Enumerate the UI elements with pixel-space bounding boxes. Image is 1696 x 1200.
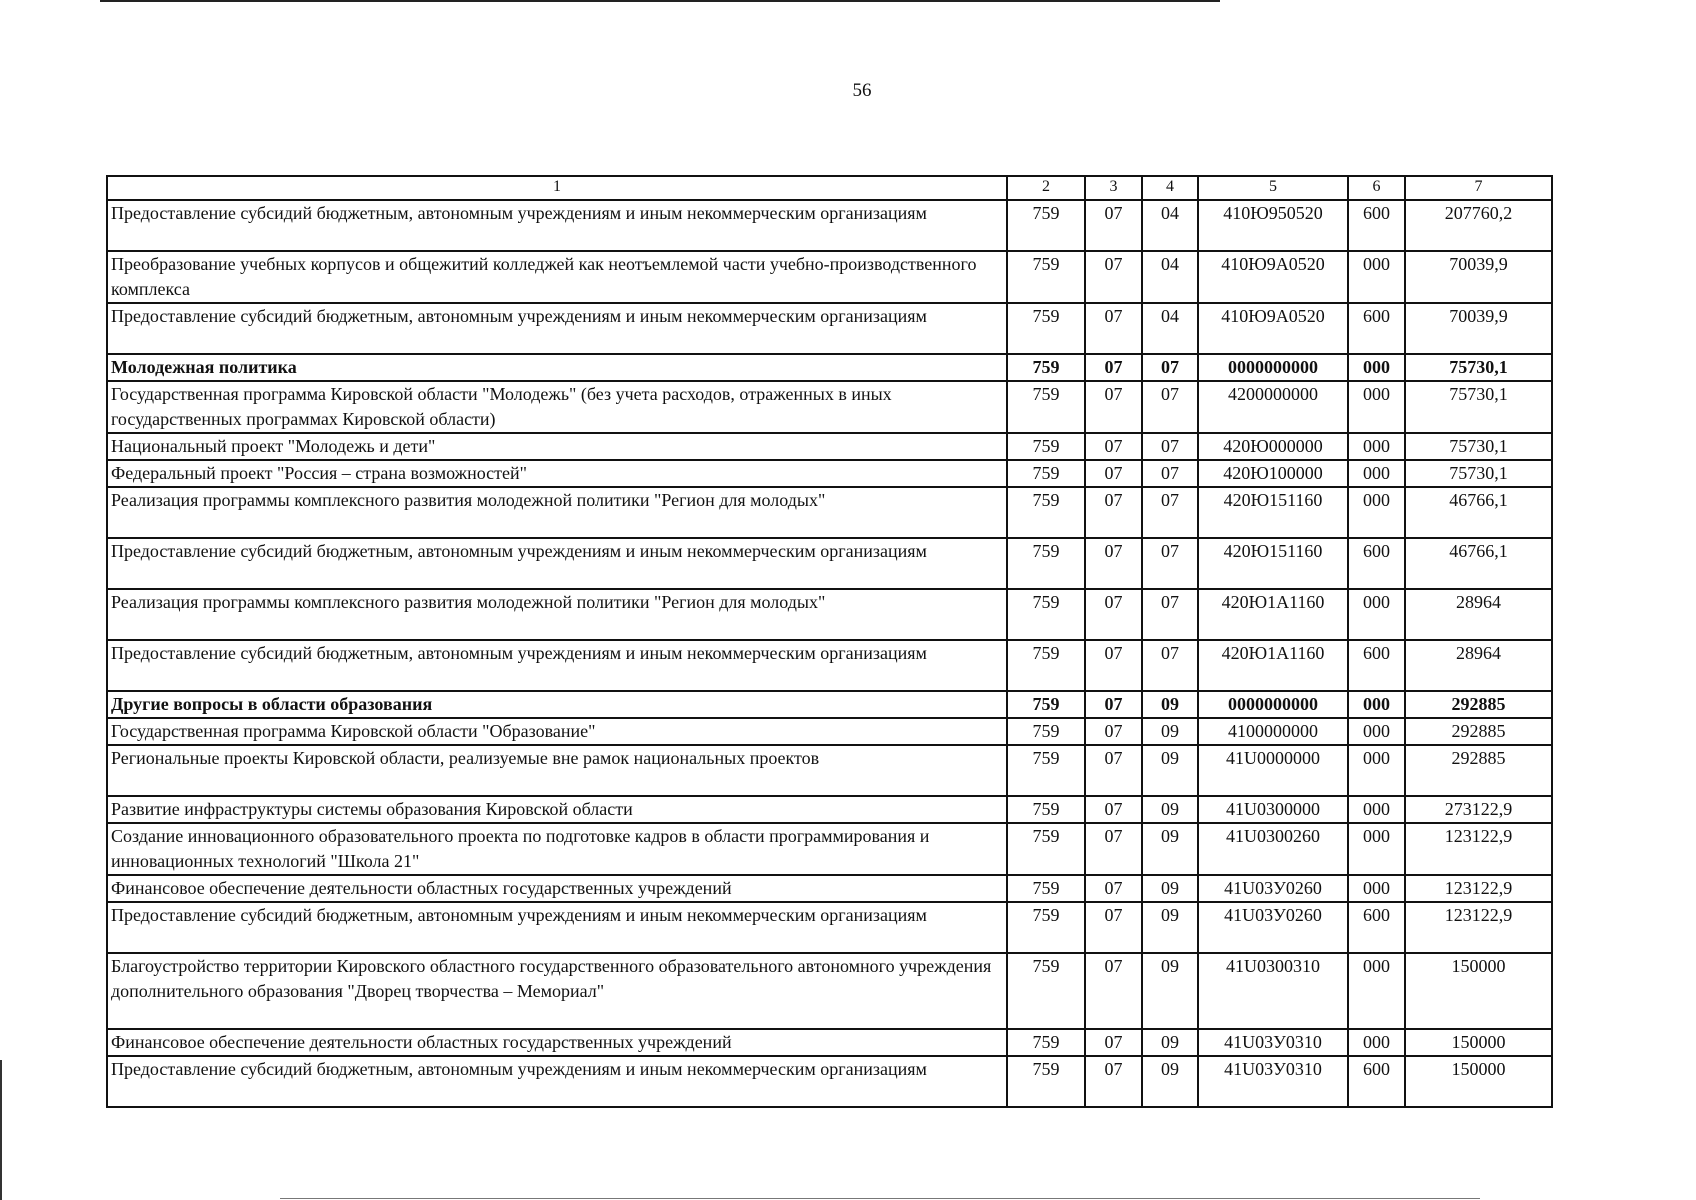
row-code-6-cell: 600 — [1348, 1056, 1405, 1107]
row-amount-cell: 123122,9 — [1405, 902, 1552, 953]
row-amount-cell: 70039,9 — [1405, 251, 1552, 303]
row-code-3-cell: 07 — [1085, 381, 1142, 433]
row-name-cell: Молодежная политика — [107, 354, 1007, 381]
row-code-5-cell: 41U03У0260 — [1198, 902, 1348, 953]
row-code-5-cell: 420Ю151160 — [1198, 487, 1348, 538]
row-code-2-cell: 759 — [1007, 796, 1085, 823]
row-code-4-cell: 04 — [1142, 251, 1198, 303]
row-code-6-cell: 000 — [1348, 589, 1405, 640]
row-code-4-cell: 09 — [1142, 745, 1198, 796]
row-amount-cell: 292885 — [1405, 691, 1552, 718]
row-code-3-cell: 07 — [1085, 538, 1142, 589]
row-code-5-cell: 0000000000 — [1198, 354, 1348, 381]
row-code-6-cell: 000 — [1348, 433, 1405, 460]
row-amount-cell: 70039,9 — [1405, 303, 1552, 354]
row-name-cell: Развитие инфраструктуры системы образования Кировской области — [107, 796, 1007, 823]
row-code-6-cell: 000 — [1348, 251, 1405, 303]
row-amount-cell: 292885 — [1405, 718, 1552, 745]
row-code-3-cell: 07 — [1085, 823, 1142, 875]
header-col-2: 2 — [1007, 176, 1085, 200]
header-col-5: 5 — [1198, 176, 1348, 200]
row-code-2-cell: 759 — [1007, 354, 1085, 381]
table-row — [107, 433, 1552, 460]
row-code-3-cell: 07 — [1085, 1029, 1142, 1056]
row-code-6-cell: 000 — [1348, 745, 1405, 796]
row-code-6-cell: 000 — [1348, 1029, 1405, 1056]
row-code-2-cell: 759 — [1007, 875, 1085, 902]
row-code-4-cell: 07 — [1142, 589, 1198, 640]
table-row — [107, 381, 1552, 433]
row-code-5-cell: 410Ю9А0520 — [1198, 303, 1348, 354]
table-row — [107, 718, 1552, 745]
table-row — [107, 902, 1552, 953]
row-code-3-cell: 07 — [1085, 487, 1142, 538]
table-row — [107, 745, 1552, 796]
row-code-6-cell: 000 — [1348, 953, 1405, 1029]
row-code-4-cell: 09 — [1142, 796, 1198, 823]
row-code-3-cell: 07 — [1085, 718, 1142, 745]
row-code-4-cell: 09 — [1142, 1029, 1198, 1056]
row-amount-cell: 28964 — [1405, 589, 1552, 640]
table-row — [107, 354, 1552, 381]
row-code-5-cell: 41U0300310 — [1198, 953, 1348, 1029]
row-code-2-cell: 759 — [1007, 691, 1085, 718]
row-code-3-cell: 07 — [1085, 354, 1142, 381]
row-code-5-cell: 0000000000 — [1198, 691, 1348, 718]
header-col-7: 7 — [1405, 176, 1552, 200]
row-code-2-cell: 759 — [1007, 953, 1085, 1029]
row-code-3-cell: 07 — [1085, 200, 1142, 251]
header-col-4: 4 — [1142, 176, 1198, 200]
table-row — [107, 1056, 1552, 1107]
row-name-cell: Федеральный проект "Россия – страна возможностей" — [107, 460, 1007, 487]
row-code-6-cell: 000 — [1348, 691, 1405, 718]
row-code-3-cell: 07 — [1085, 953, 1142, 1029]
row-code-5-cell: 41U0000000 — [1198, 745, 1348, 796]
row-amount-cell: 150000 — [1405, 1029, 1552, 1056]
row-code-4-cell: 09 — [1142, 718, 1198, 745]
row-code-3-cell: 07 — [1085, 902, 1142, 953]
row-code-2-cell: 759 — [1007, 902, 1085, 953]
row-amount-cell: 28964 — [1405, 640, 1552, 691]
table-row — [107, 953, 1552, 1029]
row-code-5-cell: 41U0300260 — [1198, 823, 1348, 875]
row-code-4-cell: 09 — [1142, 953, 1198, 1029]
row-code-3-cell: 07 — [1085, 640, 1142, 691]
row-name-cell: Предоставление субсидий бюджетным, автономным учреждениям и иным некоммерческим организациям — [107, 640, 1007, 691]
header-col-6: 6 — [1348, 176, 1405, 200]
row-amount-cell: 46766,1 — [1405, 538, 1552, 589]
row-code-6-cell: 000 — [1348, 718, 1405, 745]
row-code-5-cell: 41U0300000 — [1198, 796, 1348, 823]
row-code-2-cell: 759 — [1007, 303, 1085, 354]
row-amount-cell: 75730,1 — [1405, 460, 1552, 487]
row-name-cell: Благоустройство территории Кировского областного государственного образовательного автономного учреждения дополнительного образования "Дворец творчества – Мемориал" — [107, 953, 1007, 1029]
row-amount-cell: 150000 — [1405, 1056, 1552, 1107]
row-code-2-cell: 759 — [1007, 1056, 1085, 1107]
row-name-cell: Государственная программа Кировской области "Молодежь" (без учета расходов, отраженных в иных государственных программах Кировской области) — [107, 381, 1007, 433]
row-amount-cell: 75730,1 — [1405, 354, 1552, 381]
row-code-5-cell: 410Ю950520 — [1198, 200, 1348, 251]
row-name-cell: Финансовое обеспечение деятельности областных государственных учреждений — [107, 1029, 1007, 1056]
table-row — [107, 796, 1552, 823]
row-code-5-cell: 410Ю9А0520 — [1198, 251, 1348, 303]
row-code-3-cell: 07 — [1085, 303, 1142, 354]
row-code-6-cell: 000 — [1348, 354, 1405, 381]
row-name-cell: Предоставление субсидий бюджетным, автономным учреждениям и иным некоммерческим организациям — [107, 200, 1007, 251]
row-code-6-cell: 600 — [1348, 303, 1405, 354]
row-code-2-cell: 759 — [1007, 745, 1085, 796]
row-code-4-cell: 09 — [1142, 691, 1198, 718]
row-code-2-cell: 759 — [1007, 460, 1085, 487]
row-name-cell: Другие вопросы в области образования — [107, 691, 1007, 718]
table-row — [107, 875, 1552, 902]
row-code-4-cell: 07 — [1142, 640, 1198, 691]
row-code-5-cell: 4100000000 — [1198, 718, 1348, 745]
row-code-6-cell: 000 — [1348, 796, 1405, 823]
row-name-cell: Создание инновационного образовательного проекта по подготовке кадров в области программирования и инновационных технологий "Школа 21" — [107, 823, 1007, 875]
row-code-4-cell: 04 — [1142, 303, 1198, 354]
row-code-6-cell: 600 — [1348, 640, 1405, 691]
table-row — [107, 200, 1552, 251]
row-code-4-cell: 07 — [1142, 538, 1198, 589]
row-code-3-cell: 07 — [1085, 460, 1142, 487]
table-row — [107, 251, 1552, 303]
row-code-2-cell: 759 — [1007, 589, 1085, 640]
row-code-3-cell: 07 — [1085, 1056, 1142, 1107]
row-name-cell: Национальный проект "Молодежь и дети" — [107, 433, 1007, 460]
scan-edge-left — [0, 1060, 2, 1200]
row-code-2-cell: 759 — [1007, 251, 1085, 303]
row-code-5-cell: 420Ю151160 — [1198, 538, 1348, 589]
row-code-2-cell: 759 — [1007, 200, 1085, 251]
row-code-3-cell: 07 — [1085, 251, 1142, 303]
row-code-6-cell: 600 — [1348, 200, 1405, 251]
row-code-6-cell: 600 — [1348, 538, 1405, 589]
table-body — [107, 200, 1552, 1107]
row-code-4-cell: 07 — [1142, 460, 1198, 487]
row-name-cell: Финансовое обеспечение деятельности областных государственных учреждений — [107, 875, 1007, 902]
row-code-4-cell: 09 — [1142, 823, 1198, 875]
row-amount-cell: 123122,9 — [1405, 875, 1552, 902]
row-code-5-cell: 41U03У0310 — [1198, 1029, 1348, 1056]
table-row — [107, 640, 1552, 691]
row-code-4-cell: 09 — [1142, 875, 1198, 902]
row-amount-cell: 46766,1 — [1405, 487, 1552, 538]
row-name-cell: Реализация программы комплексного развития молодежной политики "Регион для молодых" — [107, 487, 1007, 538]
row-name-cell: Предоставление субсидий бюджетным, автономным учреждениям и иным некоммерческим организациям — [107, 538, 1007, 589]
page-number: 56 — [852, 80, 872, 101]
row-code-6-cell: 000 — [1348, 487, 1405, 538]
row-code-5-cell: 420Ю100000 — [1198, 460, 1348, 487]
scan-edge-top — [100, 0, 1220, 2]
budget-table — [106, 175, 1553, 1108]
row-name-cell: Реализация программы комплексного развития молодежной политики "Регион для молодых" — [107, 589, 1007, 640]
row-code-4-cell: 07 — [1142, 354, 1198, 381]
row-name-cell: Предоставление субсидий бюджетным, автономным учреждениям и иным некоммерческим организациям — [107, 902, 1007, 953]
row-code-6-cell: 600 — [1348, 902, 1405, 953]
row-code-6-cell: 000 — [1348, 875, 1405, 902]
row-amount-cell: 207760,2 — [1405, 200, 1552, 251]
row-code-3-cell: 07 — [1085, 589, 1142, 640]
row-amount-cell: 75730,1 — [1405, 433, 1552, 460]
row-amount-cell: 123122,9 — [1405, 823, 1552, 875]
row-code-5-cell: 420Ю1А1160 — [1198, 589, 1348, 640]
row-code-2-cell: 759 — [1007, 640, 1085, 691]
header-col-1: 1 — [107, 176, 1007, 200]
table-header-row — [107, 176, 1552, 200]
row-code-5-cell: 41U03У0260 — [1198, 875, 1348, 902]
row-name-cell: Предоставление субсидий бюджетным, автономным учреждениям и иным некоммерческим организациям — [107, 1056, 1007, 1107]
row-code-2-cell: 759 — [1007, 718, 1085, 745]
row-code-2-cell: 759 — [1007, 823, 1085, 875]
table-row — [107, 823, 1552, 875]
header-col-3: 3 — [1085, 176, 1142, 200]
row-code-2-cell: 759 — [1007, 381, 1085, 433]
row-code-4-cell: 07 — [1142, 487, 1198, 538]
table-row — [107, 691, 1552, 718]
table-row — [107, 460, 1552, 487]
row-code-6-cell: 000 — [1348, 460, 1405, 487]
row-name-cell: Преобразование учебных корпусов и общежитий колледжей как неотъемлемой части учебно-производственного комплекса — [107, 251, 1007, 303]
row-code-5-cell: 41U03У0310 — [1198, 1056, 1348, 1107]
row-amount-cell: 292885 — [1405, 745, 1552, 796]
row-name-cell: Региональные проекты Кировской области, реализуемые вне рамок национальных проектов — [107, 745, 1007, 796]
row-code-5-cell: 420Ю000000 — [1198, 433, 1348, 460]
row-amount-cell: 75730,1 — [1405, 381, 1552, 433]
row-code-6-cell: 000 — [1348, 381, 1405, 433]
row-code-2-cell: 759 — [1007, 1029, 1085, 1056]
row-code-3-cell: 07 — [1085, 691, 1142, 718]
row-code-4-cell: 07 — [1142, 433, 1198, 460]
table-row — [107, 589, 1552, 640]
row-name-cell: Государственная программа Кировской области "Образование" — [107, 718, 1007, 745]
row-code-2-cell: 759 — [1007, 538, 1085, 589]
row-amount-cell: 273122,9 — [1405, 796, 1552, 823]
row-code-3-cell: 07 — [1085, 745, 1142, 796]
scan-edge-bottom — [280, 1198, 1480, 1199]
row-code-3-cell: 07 — [1085, 796, 1142, 823]
row-code-2-cell: 759 — [1007, 487, 1085, 538]
row-code-3-cell: 07 — [1085, 875, 1142, 902]
row-code-4-cell: 09 — [1142, 902, 1198, 953]
row-code-4-cell: 04 — [1142, 200, 1198, 251]
table-row — [107, 1029, 1552, 1056]
row-code-3-cell: 07 — [1085, 433, 1142, 460]
row-code-5-cell: 420Ю1А1160 — [1198, 640, 1348, 691]
row-code-4-cell: 09 — [1142, 1056, 1198, 1107]
table-row — [107, 538, 1552, 589]
row-code-6-cell: 000 — [1348, 823, 1405, 875]
row-code-4-cell: 07 — [1142, 381, 1198, 433]
row-amount-cell: 150000 — [1405, 953, 1552, 1029]
row-code-5-cell: 4200000000 — [1198, 381, 1348, 433]
row-name-cell: Предоставление субсидий бюджетным, автономным учреждениям и иным некоммерческим организациям — [107, 303, 1007, 354]
table-row — [107, 487, 1552, 538]
row-code-2-cell: 759 — [1007, 433, 1085, 460]
table-row — [107, 303, 1552, 354]
